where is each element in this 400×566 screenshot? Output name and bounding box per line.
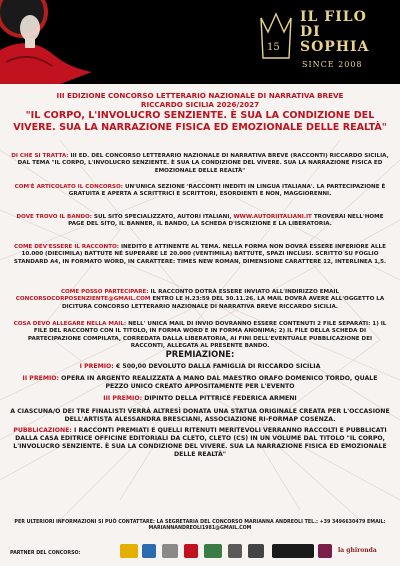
publication-label: PUBBLICAZIONE:: [13, 427, 72, 434]
award-line: RICCARDO SICILIA 2026/2027: [140, 100, 260, 109]
mannequin-emblem-icon: [0, 0, 100, 84]
section-label: COSA DEVO ALLEGARE NELLA MAIL:: [13, 321, 127, 327]
prize-text: € 500,00 DEVOLUTO DALLA FAMIGLIA DI RICCARDO SICILIA: [113, 363, 321, 370]
section-text: INEDITO E ATTINENTE AL TEMA. NELLA FORMA NON DOVRÀ ESSERE INFERIORE ALLE 10.000 (DIECIMILA) BATTUTE NÉ SUPERARE LE 20.000 (VENTIMILA) BATTUTE, SPAZI INCLUSI. SCRITTO SU FOGLIO STANDARD A4, IN FORMATO WORD, IN CARATTERE: TIMES NEW ROMAN, DIMENSIONE CARATTERE 12, INTERLINEA 1,5.: [13, 244, 387, 265]
theme-title: "IL CORPO, L'INVOLUCRO SENZIENTE. È SUA LA CONDIZIONE DEL VIVERE. SUA LA NARRAZIONE FISICA ED EMOZIONALE DELLE REALTÀ": [13, 110, 387, 133]
prizes-title: PREMIAZIONE:: [165, 349, 235, 359]
section-attachments: [10, 321, 390, 351]
contact-info: PER ULTERIORI INFORMAZIONI SI PUÒ CONTATTARE: LA SEGRETARIA DEL CONCORSO MARIANNA ANDREOLI TEL.: +39 3496630479 EMAIL: MARIANNANDREOLI1981@GMAIL.COM: [14, 520, 386, 532]
partner-logo-2: [142, 544, 156, 558]
section-label: DI CHE SI TRATTA:: [11, 153, 69, 159]
finalists-note: A CIASCUNA/O DEI TRE FINALISTI VERRÀ ALTRESÌ DONATA UNA STATUA ORIGINALE CREATA PER L'OCCASIONE DELL'ARTISTA ALESSANDRA BRESCIANI, ASSOCIAZIONE RI-FORMAP COSENZA.: [10, 408, 390, 423]
section-label: DOVE TROVO IL BANDO:: [16, 214, 92, 220]
edition-line: III EDIZIONE CONCORSO LETTERARIO NAZIONALE DI NARRATIVA BREVE: [56, 91, 344, 100]
section-text: NELL' UNICA MAIL DI INVIO DOVRANNO ESSERE CONTENUTI 2 FILE SEPARATI: 1) IL FILE DEL RACCONTO CON IL TITOLO, IN FORMA WORD E IN FORMA ANONIMA; 2) IL FILE DELLA SCHEDA DI PARTECIPAZIONE COMPILATA, CORREDATA DALLA LIBERATORIA, AI FINI DELL'EVENTUALE PUBBLICAZIONE DEI RACCONTI, ALLEGATA AL PRESENTE BANDO.: [27, 321, 387, 350]
prize-text: OPERA IN ARGENTO REALIZZATA A MANO DAL MAESTRO ORAFO DOMENICO TORDO, QUALE PEZZO UNICO CREATO APPOSITAMENTE PER L'EVENTO: [59, 375, 378, 390]
logo-number: 15: [267, 42, 280, 53]
partner-logo-8: [272, 544, 314, 558]
publication-note: [10, 427, 390, 459]
partner-logo-4: [184, 544, 198, 558]
section-participate: [10, 289, 390, 311]
partner-logo-9: [318, 544, 332, 558]
il-filo-di-sophia-logo: [258, 8, 388, 74]
prize-first: [10, 363, 390, 371]
contest-email-link[interactable]: CONCORSOCORPOSENZIENTE@GMAIL.COM: [15, 296, 151, 303]
partner-logo-3: [162, 544, 178, 558]
prize-label: II PREMIO:: [22, 375, 60, 382]
prize-second: [10, 375, 390, 391]
section-label: COME POSSO PARTECIPARE:: [60, 289, 149, 295]
section-text: III ED. DEL CONCORSO LETTERARIO NAZIONALE DI NARRATIVA BREVE (RACCONTI) RICCARDO SICILIA, DAL TEMA "IL CORPO, L'INVOLUCRO SENZIENTE. È SUA LA CONDIZIONE DEL VIVERE. SUA LA NARRAZIONE FISICA ED EMOZIONALE DELLE REALTÀ": [17, 153, 389, 174]
partner-logo-1: [120, 544, 138, 558]
section-text: UN'UNICA SEZIONE 'RACCONTI INEDITI IN LINGUA ITALIANA'. LA PARTECIPAZIONE È GRATUITA E APERTA A SCRITTRICI E SCRITTORI, ESORDIENTI E NON, MAGGIORENNI.: [68, 184, 386, 198]
header-banner: [0, 0, 400, 84]
prize-text: DIPINTO DELLA PITTRICE FEDERICA ARMENI: [142, 395, 297, 402]
partner-logo-7: [248, 544, 264, 558]
prize-third: [10, 395, 390, 403]
partners-label: PARTNER DEL CONCORSO:: [10, 551, 81, 556]
section-structure: [10, 184, 390, 199]
section-text: SUL SITO SPECIALIZZATO, AUTORI ITALIANI,: [91, 214, 234, 220]
section-label: COME DEV'ESSERE IL RACCONTO:: [14, 244, 120, 250]
prize-label: III PREMIO:: [103, 395, 143, 402]
section-format: [10, 244, 390, 266]
partner-logo-la-ghironda: la ghironda: [338, 547, 377, 554]
section-text-2: TROVERAI NELL'HOME PAGE DEL SITO, IL BANNER, IL BANDO, LA SCHEDA D'ISCRIZIONE E LA LIBERATORIA.: [68, 214, 384, 228]
logo-title: IL FILO DI SOPHIA: [300, 9, 370, 55]
section-text: IL RACCONTO DOTRÀ ESSERE INVIATO ALL'INDIRIZZO EMAIL: [148, 289, 340, 295]
section-label: COM'È ARTICOLATO IL CONCORSO:: [14, 184, 124, 190]
partner-logo-5: [204, 544, 222, 558]
prize-label: I PREMIO:: [79, 363, 114, 370]
logo-since: SINCE 2008: [302, 60, 363, 69]
publication-text: I RACCONTI PREMIATI E QUELLI RITENUTI MERITEVOLI VERRANNO RACCOLTI E PUBBLICATI DALLA CASA EDITRICE OFFICINE EDITORIALI DA CLETO, CLETO (CS) IN UN VOLUME DAL TITOLO "IL CORPO, L'INVOLUCRO SENZIENTE. È SUA LA CONDIZIONE DEL VIVERE. SUA LA NARRAZIONE FISICA ED EMOZIONALE DELLE REALTÀ": [13, 427, 387, 458]
partner-logo-6: [228, 544, 242, 558]
section-where: [10, 214, 390, 229]
section-what: [10, 153, 390, 175]
section-text-2: ENTRO LE H.23:59 DEL 30.11.26. LA MAIL DOVRÀ AVERE ALL'OGGETTO LA DICITURA CONCORSO LETTERARIO NAZIONALE DI NARRATIVA BREVE RICCARDO SICILIA.: [61, 296, 385, 310]
website-link[interactable]: WWW.AUTORIITALIANI.IT: [233, 214, 312, 220]
partner-logos: [120, 541, 395, 561]
